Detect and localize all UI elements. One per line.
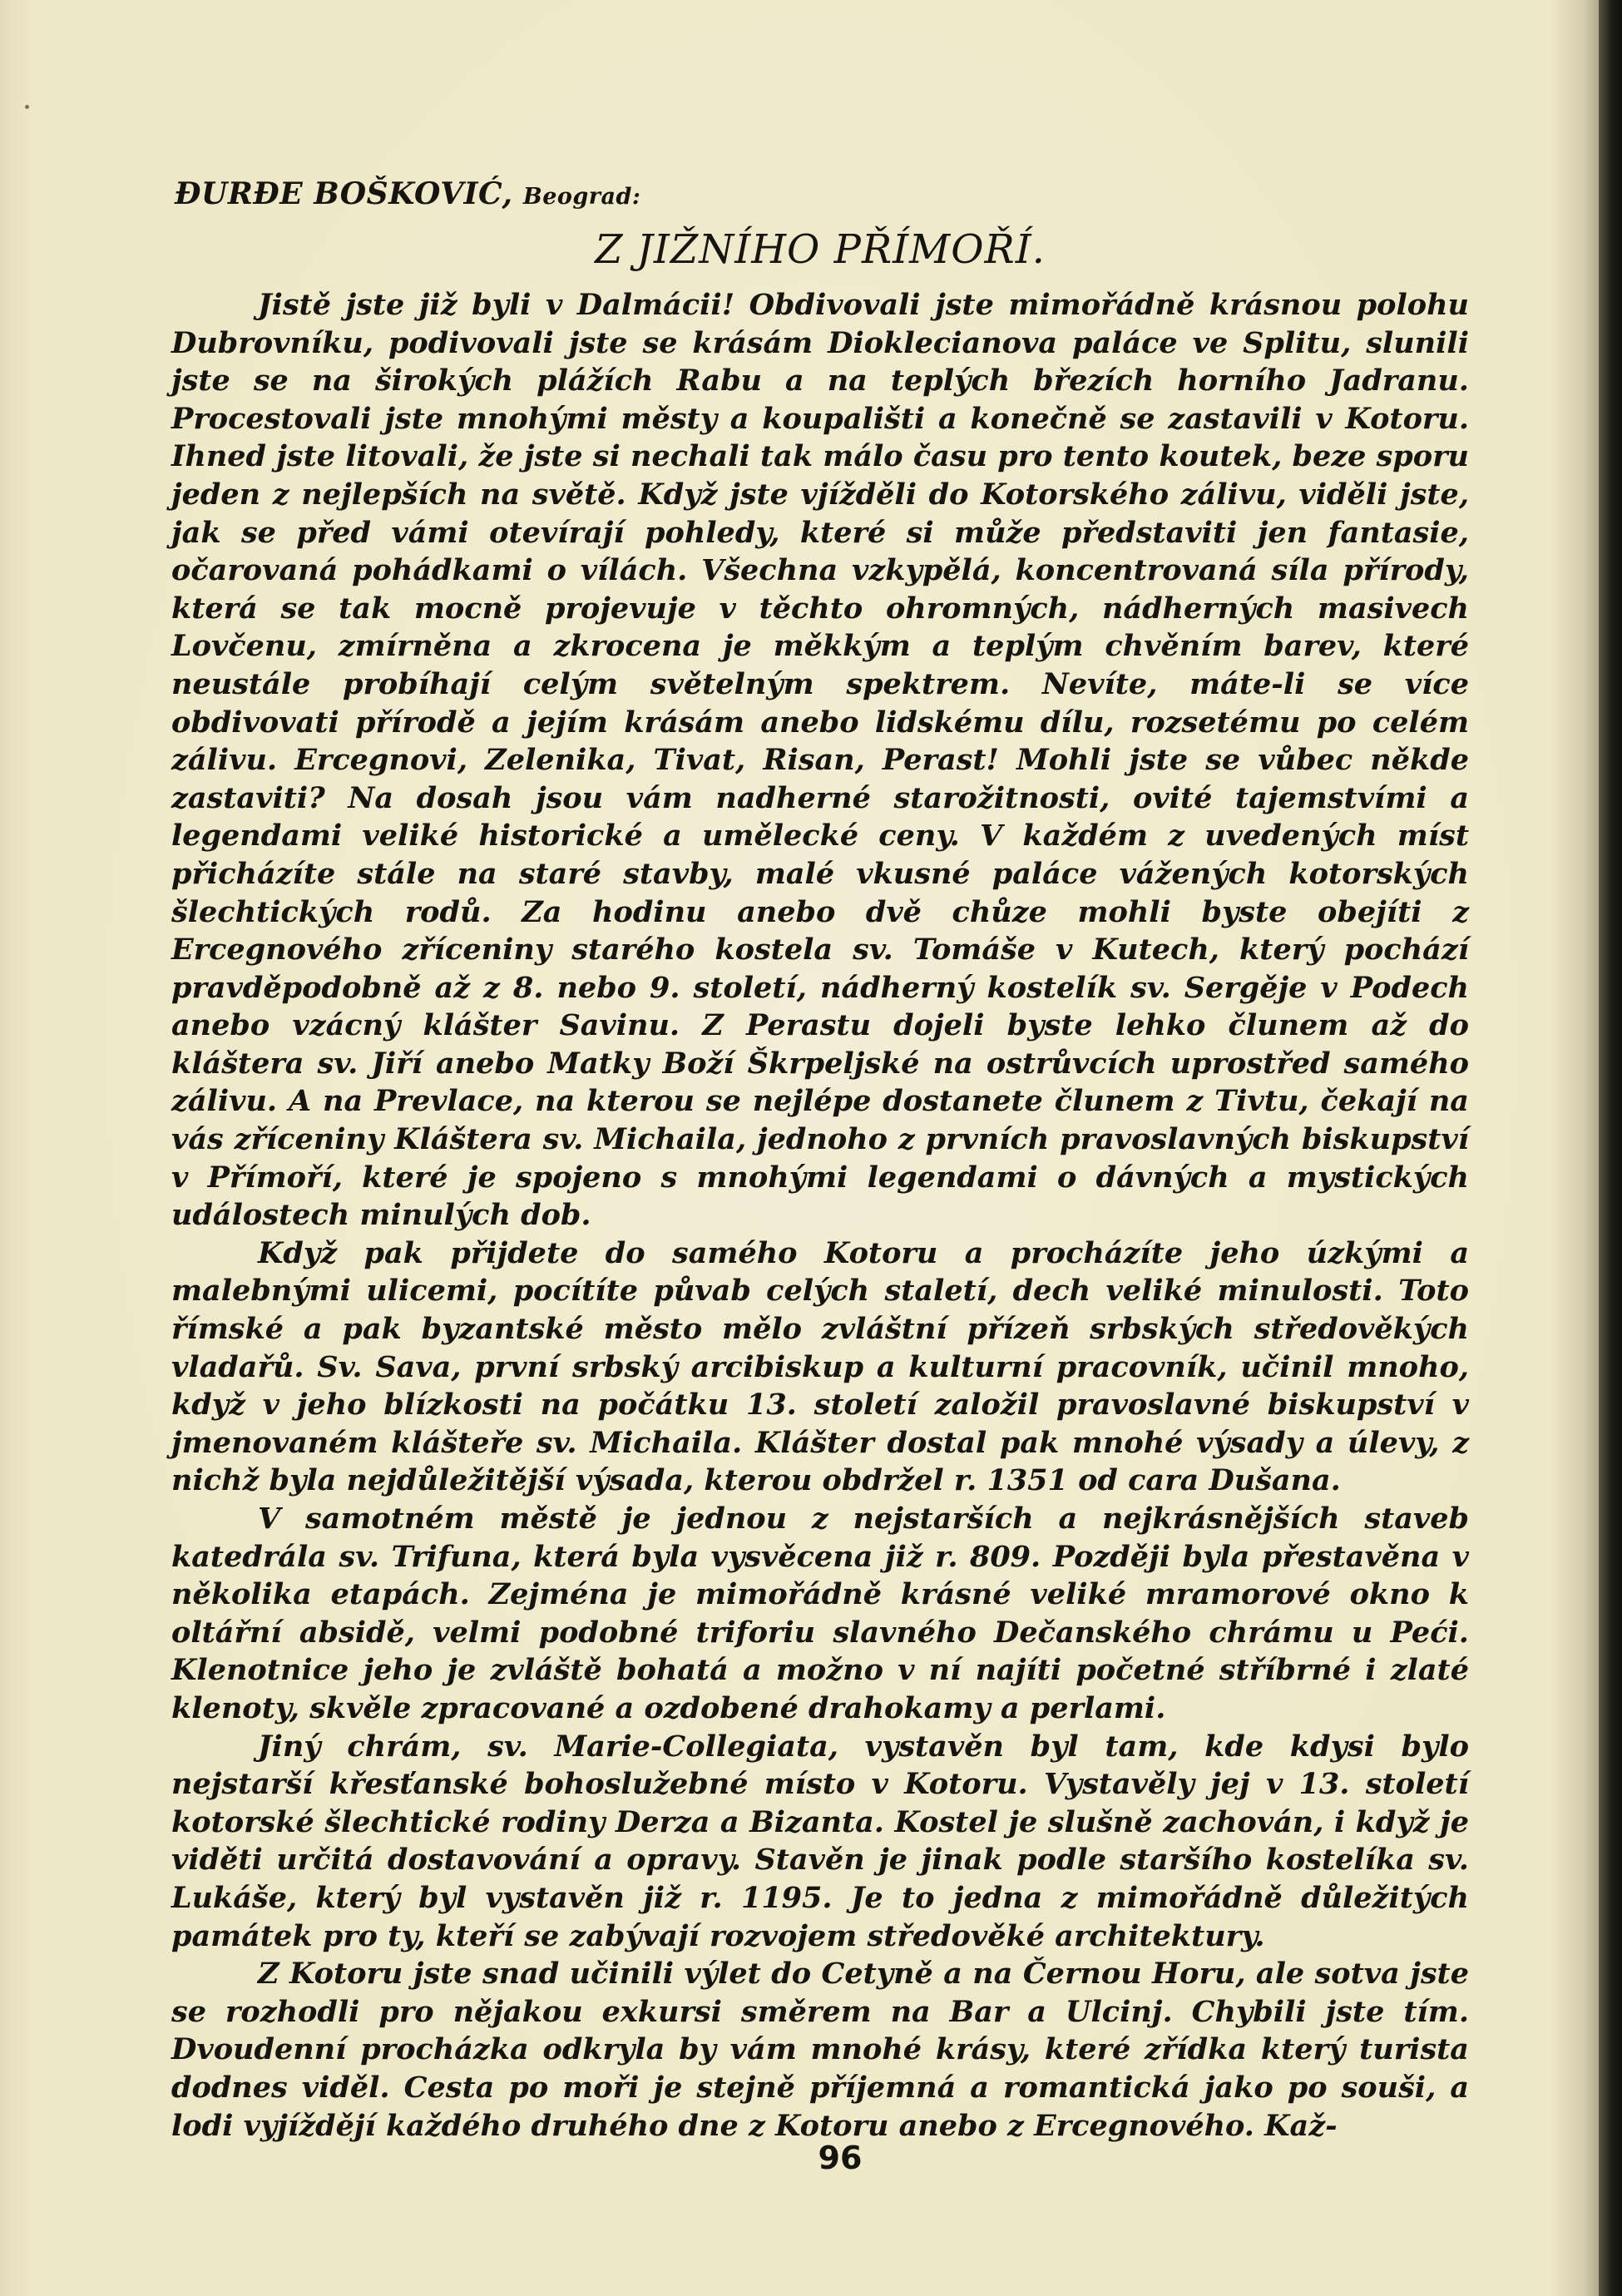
article-title: Z JIŽNÍHO PŘÍMOŘÍ. <box>595 226 1046 273</box>
author-line <box>175 175 1469 216</box>
author-name: ĐURĐE BOŠKOVIĆ, <box>175 176 513 211</box>
author-place: Beograd: <box>522 184 641 210</box>
paragraph-1: Jistě jste již byli v Dalmácii! Obdivovali jste mimořádně krásnou polohu Dubrovníku, podivovali jste se krásám Dioklecianova paláce ve Splitu, slunili jste se na širokých plážích Rabu a na teplých březích horního Jadranu. Procestovali jste mnohými městy a koupališti a konečně se zastavili v Kotoru. Ihned jste litovali, že jste si nechali tak málo času pro tento koutek, beze sporu jeden z nejlepších na světě. Když jste vjížděli do Kotorského zálivu, viděli jste, jak se před vámi otevírají pohledy, které si může představiti jen fantasie, očarovaná pohádkami o vílách. Všechna vzkypělá, koncentrovaná síla přírody, která se tak mocně projevuje v těchto ohromných, nádherných masivech Lovčenu, zmírněna a zkrocena je měkkým a teplým chvěním barev, které neustále probíhají celým světelným spektrem. Nevíte, máte-li se více obdivovati přírodě a jejím krásám anebo lidskému dílu, rozsetému po celém zálivu. Ercegnovi, Zelenika, Tivat, Risan, Perast! Mohli jste se vůbec někde zastaviti? Na dosah jsou vám nadherné starožitnosti, ovité tajemstvími a legendami veliké historické a umělecké ceny. V každém z uvedených míst přicházíte stále na staré stavby, malé vkusné paláce vážených kotorských šlechtických rodů. Za hodinu anebo dvě chůze mohli byste obejíti z Ercegnového zříceniny starého kostela sv. Tomáše v Kutech, který pochází pravděpodobně až z 8. nebo 9. století, nádherný kostelík sv. Sergěje v Podech anebo vzácný klášter Savinu. Z Perastu dojeli byste lehko člunem až do kláštera sv. Jiří anebo Matky Boží Škrpeljské na ostrůvcích uprostřed samého zálivu. A na Prevlace, na kterou se nejlépe dostanete člunem z Tivtu, čekají na vás zříceniny Kláštera sv. Michaila, jednoho z prvních pravoslavných biskupství v Přímoří, které je spojeno s mnohými legendami o dávných a mystických událostech minulých dob. <box>171 288 1469 1233</box>
page-shadow-edge <box>1549 0 1599 2296</box>
page-number: 96 <box>818 2140 863 2176</box>
paragraph-4: Jiný chrám, sv. Marie-Collegiata, vystavěn byl tam, kde kdysi bylo nejstarší křesťanské bohoslužebné místo v Kotoru. Vystavěly jej v 13. století kotorské šlechtické rodiny Derza a Bizanta. Kostel je slušně zachován, i když je viděti určitá dostavování a opravy. Stavěn je jinak podle staršího kostelíka sv. Lukáše, který byl vystavěn již r. 1195. Je to jedna z mimořádně důležitých památek pro ty, kteří se zabývají rozvojem středověké architektury. <box>171 1729 1469 1953</box>
book-spine <box>1599 0 1622 2296</box>
paper-speck <box>25 105 29 109</box>
paragraph-5: Z Kotoru jste snad učinili výlet do Cetyně a na Černou Horu, ale sotva jste se rozhodli pro nějakou exkursi směrem na Bar a Ulcinj. Chybili jste tím. Dvoudenní procházka odkryla by vám mnohé krásy, které zřídka který turista dodnes viděl. Cesta po moři je stejně příjemná a romantická jako po souši, a lodi vyjíždějí každého druhého dne z Kotoru anebo z Ercegnového. Kaž- <box>171 1957 1469 2143</box>
article <box>171 165 1469 2145</box>
paragraph-3: V samotném městě je jednou z nejstarších a nejkrásnějších staveb katedrála sv. Trifuna, která byla vysvěcena již r. 809. Později byla přestavěna v několika etapách. Zejména je mimořádně krásné veliké mramorové okno k oltářní absidě, velmi podobné triforiu slavného Dečanského chrámu u Peći. Klenotnice jeho je zvláště bohatá a možno v ní najíti početné stříbrné i zlaté klenoty, skvěle zpracované a ozdobené drahokamy a perlami. <box>171 1502 1469 1725</box>
paragraph-2: Když pak přijdete do samého Kotoru a procházíte jeho úzkými a malebnými ulicemi, pocítíte půvab celých staletí, dech veliké minulosti. Toto římské a pak byzantské město mělo zvláštní přízeň srbských středověkých vladařů. Sv. Sava, první srbský arcibiskup a kulturní pracovník, učinil mnoho, když v jeho blízkosti na počátku 13. století založil pravoslavné biskupství v jmenovaném klášteře sv. Michaila. Klášter dostal pak mnohé výsady a úlevy, z nichž byla nejdůležitější výsada, kterou obdržel r. 1351 od cara Dušana. <box>171 1235 1469 1498</box>
